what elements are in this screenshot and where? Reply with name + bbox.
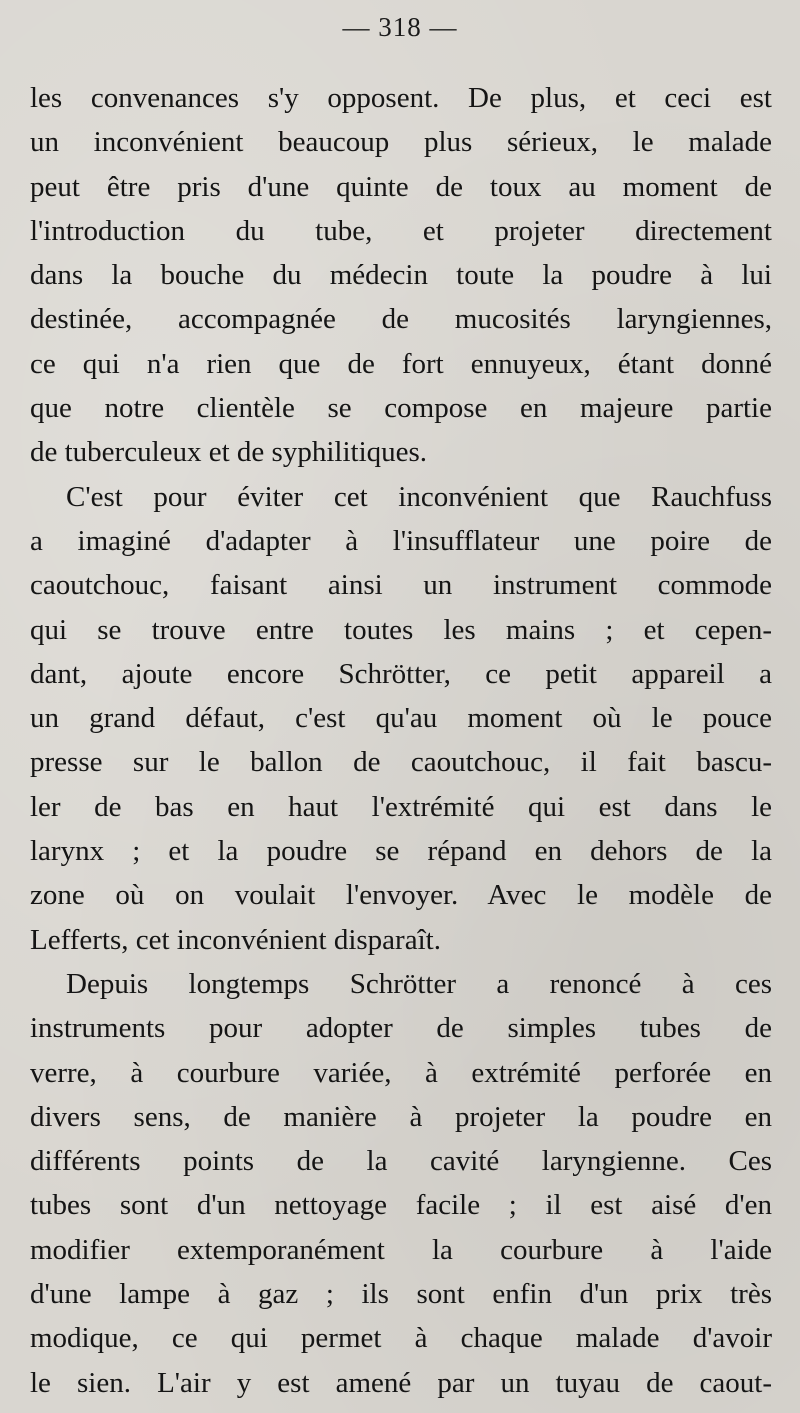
text-line: verre, à courbure variée, à extrémité perforée en bbox=[30, 1056, 772, 1089]
text-line: dant, ajoute encore Schrötter, ce petit appareil a bbox=[30, 657, 772, 690]
text-line: a imaginé d'adapter à l'insufflateur une poire de bbox=[30, 524, 772, 557]
text-line: un inconvénient beaucoup plus sérieux, le malade bbox=[30, 126, 772, 159]
text-line: modique, ce qui permet à chaque malade d'avoir bbox=[30, 1322, 772, 1355]
text-line: Lefferts, cet inconvénient disparaît. bbox=[30, 923, 441, 956]
text-line: Depuis longtemps Schrötter a renoncé à ces bbox=[66, 967, 772, 1000]
text-line: destinée, accompagnée de mucosités laryngiennes, bbox=[30, 303, 772, 336]
text-line: de tuberculeux et de syphilitiques. bbox=[30, 436, 428, 469]
text-line: tubes sont d'un nettoyage facile ; il est aisé d'en bbox=[30, 1189, 772, 1222]
text-line: ce qui n'a rien que de fort ennuyeux, étant donné bbox=[30, 347, 772, 380]
text-line: les convenances s'y opposent. De plus, et ceci est bbox=[30, 82, 772, 114]
text-line: ler de bas en haut l'extrémité qui est dans le bbox=[30, 790, 772, 823]
text-line: larynx ; et la poudre se répand en dehors de la bbox=[30, 835, 772, 868]
text-line: presse sur le ballon de caoutchouc, il fait bascu- bbox=[30, 746, 772, 779]
text-line: C'est pour éviter cet inconvénient que Rauchfuss bbox=[66, 480, 772, 513]
text-line: différents points de la cavité laryngienne. Ces bbox=[30, 1145, 772, 1178]
text-line: qui se trouve entre toutes les mains ; et cepen- bbox=[30, 613, 772, 646]
text-line: caoutchouc, faisant ainsi un instrument commode bbox=[30, 569, 772, 602]
paragraph-2 bbox=[30, 475, 772, 962]
text-line: l'introduction du tube, et projeter directement bbox=[30, 214, 772, 247]
page-number: — 318 — bbox=[342, 12, 458, 42]
body-text bbox=[30, 76, 772, 1405]
text-line: modifier extemporanément la courbure à l'aide bbox=[30, 1233, 772, 1266]
text-line: dans la bouche du médecin toute la poudre à lui bbox=[30, 259, 772, 292]
text-line: d'une lampe à gaz ; ils sont enfin d'un prix très bbox=[30, 1278, 772, 1311]
text-line: peut être pris d'une quinte de toux au moment de bbox=[30, 170, 772, 203]
text-line: instruments pour adopter de simples tubes de bbox=[30, 1012, 772, 1045]
paragraph-1 bbox=[30, 76, 772, 475]
text-line: zone où on voulait l'envoyer. Avec le modèle de bbox=[30, 879, 772, 912]
paragraph-3 bbox=[30, 962, 772, 1405]
text-line: le sien. L'air y est amené par un tuyau de caout- bbox=[30, 1366, 772, 1399]
text-line: que notre clientèle se compose en majeure partie bbox=[30, 392, 772, 425]
text-line: divers sens, de manière à projeter la poudre en bbox=[30, 1100, 772, 1133]
text-line: un grand défaut, c'est qu'au moment où le pouce bbox=[30, 702, 772, 735]
